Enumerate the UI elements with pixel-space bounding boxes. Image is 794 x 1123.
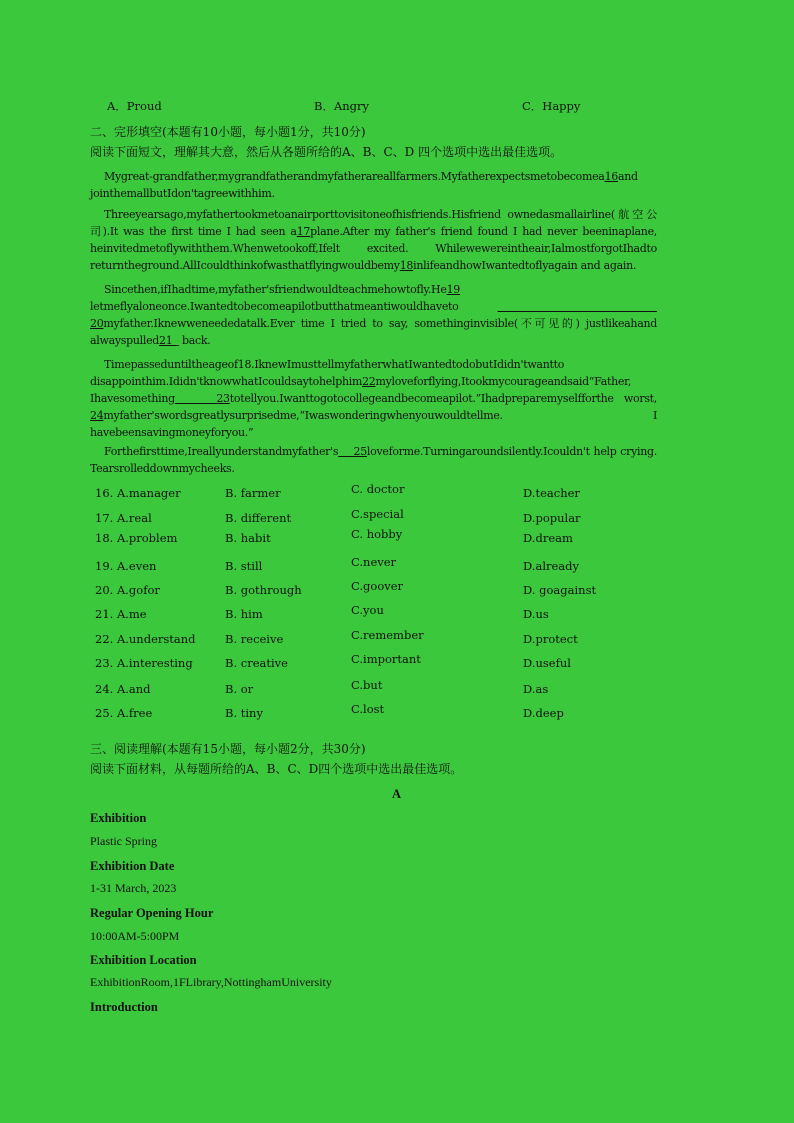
question-18-option-c: C. hobby (351, 527, 403, 541)
question-24-option-d: D.as (523, 682, 549, 696)
prev-option-c: C．Happy (522, 99, 581, 113)
opening-hour-heading: Regular Opening Hour (90, 906, 214, 920)
question-22-option-a: 22. A.understand (95, 632, 196, 646)
blank-17: 17 (296, 225, 311, 238)
question-17-option-c: C.special (351, 507, 404, 521)
question-22-option-c: C.remember (351, 628, 424, 642)
question-24-option-a: 24. A.and (95, 682, 151, 696)
question-23-option-a: 23. A.interesting (95, 656, 193, 670)
question-21-option-a: 21. A.me (95, 607, 147, 621)
question-18-option-a: 18. A.problem (95, 531, 178, 545)
question-23-option-d: D.useful (523, 656, 571, 670)
passage-paragraph-5: Forthefirsttime,Ireallyunderstandmyfather's 25loveforme.Turningaroundsilently.Icouldn't help crying. Tearsrolleddownmycheeks. (90, 445, 657, 475)
question-18-option-b: B. habit (225, 531, 271, 545)
question-23-option-b: B. creative (225, 656, 288, 670)
question-19-option-d: D.already (523, 559, 580, 573)
question-17-option-d: D.popular (523, 511, 581, 525)
section2-instruction: 阅读下面短文，理解其大意，然后从各题所给的A、B、C、D 四个选项中选出最佳选项。 (90, 145, 563, 159)
question-20-option-b: B. gothrough (225, 583, 302, 597)
question-19-option-c: C.never (351, 555, 397, 569)
blank-20: 20 (90, 317, 104, 330)
question-20-option-a: 20. A.gofor (95, 583, 160, 597)
question-17-option-a: 17. A.real (95, 511, 152, 525)
blank-23: 23 (216, 392, 230, 405)
blank-22: 22 (362, 375, 376, 388)
passage-paragraph-1: Mygreat-grandfather,mygrandfatherandmyfatherareallfarmers.Myfatherexpectsmetobecomea16and jointhemallbutIdon'tagreewithhim. (90, 170, 638, 200)
location: ExhibitionRoom,1FLibrary,NottinghamUniversity (90, 975, 332, 989)
question-21-option-c: C.you (351, 603, 384, 617)
question-22-option-b: B. receive (225, 632, 284, 646)
section2-title: 二、完形填空(本题有10小题，每小题1分，共10分) (90, 125, 366, 139)
question-25-option-c: C.lost (351, 702, 385, 716)
section3-title: 三、阅读理解(本题有15小题，每小题2分，共30分) (90, 742, 366, 756)
question-16-option-a: 16. A.manager (95, 486, 181, 500)
question-24-option-b: B. or (225, 682, 254, 696)
question-16-option-b: B. farmer (225, 486, 281, 500)
blank-24: 24 (90, 409, 104, 422)
question-16-option-c: C. doctor (351, 482, 405, 496)
question-20-option-d: D. goagainst (523, 583, 597, 597)
question-18-option-d: D.dream (523, 531, 573, 545)
question-21-option-d: D.us (523, 607, 549, 621)
exhibition-name: Plastic Spring (90, 834, 158, 848)
question-19-option-b: B. still (225, 559, 263, 573)
introduction-heading: Introduction (90, 1000, 158, 1014)
question-21-option-b: B. him (225, 607, 263, 621)
question-25-option-b: B. tiny (225, 706, 263, 720)
blank-25: 25 (353, 445, 367, 458)
location-heading: Exhibition Location (90, 953, 197, 967)
prev-option-a: A．Proud (107, 99, 162, 113)
blank-19: 19 (446, 283, 460, 296)
question-16-option-d: D.teacher (523, 486, 580, 500)
question-25-option-d: D.deep (523, 706, 564, 720)
passage-paragraph-2: Threeyearsago,myfathertookmetoanairporttovisitoneofhisfriends.Hisfriend ownedasmallairline(航空公司).It was the first time I had seen a17plane.After my father's friend found I had never beeninaplane, heinvitedmetoflywiththem.Whenwetookoff,Ifelt excited. Whilewewereintheair,IalmostforgotIhadto returntheground.AllIcouldthinkofwasthatflyingwouldbemy18inlifeandhowIwantedtoflyagain and again. (90, 208, 657, 272)
question-22-option-d: D.protect (523, 632, 578, 646)
blank-16: 16 (604, 170, 618, 183)
question-17-option-b: B. different (225, 511, 292, 525)
section3-instruction: 阅读下面材料，从每题所给的A、B、C、D四个选项中选出最佳选项。 (90, 762, 463, 776)
passage-paragraph-4: Timepasseduntiltheageof18.IknewImusttellmyfatherwhatIwantedtodobutIdidn'twantto disappointhim.Ididn'tknowwhatIcouldsaytohelphim22myloveforflying,Itookmycourageandsaid“Father, Ihavesomething 23totellyou.Iwanttogotocollegeandbecomeapilot.”Ihadpreparemyselfforthe worst, 24myfather'swordsgreatlysurprisedme,“Iwaswonderingwhenyouwouldtellme. I havebeensavingmoneyforyou.” (90, 358, 657, 439)
passage-label: A (392, 787, 402, 801)
blank-18: 18 (399, 259, 414, 272)
passage-paragraph-3: Sincethen,ifIhadtime,myfather'sfriendwouldteachmehowtofly.He19 letmeflyaloneonce.Iwantedtobecomeapilotbutthatmeantiwouldhaveto 20myfather.Iknewweneededatalk.Ever time I tried to say, somethinginvisible(不可见的) justlikeahand alwayspulled21 back. (90, 283, 657, 347)
question-19-option-a: 19. A.even (95, 559, 157, 573)
prev-option-b: B．Angry (314, 99, 370, 113)
exhibition-date: 1-31 March, 2023 (90, 881, 177, 895)
exhibition-heading: Exhibition (90, 811, 147, 825)
question-25-option-a: 25. A.free (95, 706, 153, 720)
question-23-option-c: C.important (351, 652, 421, 666)
blank-21: 21 (159, 334, 173, 347)
question-20-option-c: C.goover (351, 579, 404, 593)
exhibition-date-heading: Exhibition Date (90, 859, 175, 873)
question-24-option-c: C.but (351, 678, 383, 692)
opening-hour: 10:00AM-5:00PM (90, 929, 180, 943)
